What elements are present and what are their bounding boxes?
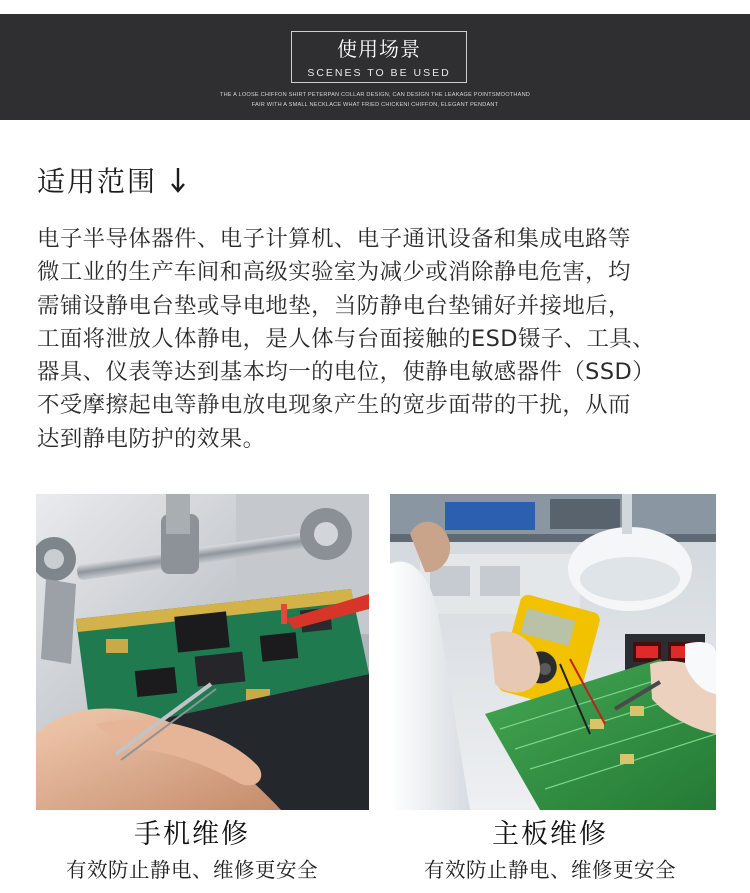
banner-tagline-line: FAIR WITH A SMALL NECKLACE WHAT FRIED CHICKENI CHIFFON, ELEGANT PENDANT (251, 102, 499, 108)
mainboard-repair-photo (390, 494, 716, 810)
phone-repair-subtitle: 有效防止静电、维修更安全 (66, 858, 318, 882)
section-heading (37, 164, 186, 203)
banner-subtitle: SCENES TO BE USED (307, 67, 451, 79)
description-line: 达到静电防护的效果。 (37, 425, 266, 452)
description-line: 电子半导体器件、电子计算机、电子通讯设备和集成电路等 (37, 226, 631, 252)
description-line: 微工业的生产车间和高级实验室为减少或消除静电危害，均 (37, 259, 631, 286)
description-line: 需铺设静电台垫或导电地垫，当防静电台垫铺好并接地后， (37, 292, 631, 319)
description-line: 不受摩擦起电等静电放电现象产生的宽步面带的干扰，从而 (37, 392, 631, 419)
banner-tagline-line: THE A LOOSE CHIFFON SHIRT PETERPAN COLLAR DESIGN, CAN DESIGN THE LEAKAGE POINTSMOOTHAND (219, 92, 531, 98)
phone-repair-photo (36, 494, 369, 810)
banner-title-box (291, 31, 467, 83)
banner-title: 使用场景 (337, 37, 421, 61)
description-line: 器具、仪表等达到基本均一的电位，使静电敏感器件（SSD） (37, 359, 656, 386)
description-paragraph (37, 223, 727, 456)
banner-tagline (0, 90, 750, 110)
section-heading-text: 适用范围 (37, 165, 158, 198)
scenes-banner (0, 14, 750, 120)
phone-repair-title: 手机维修 (134, 819, 250, 850)
mainboard-repair-title: 主板维修 (492, 819, 608, 850)
mainboard-repair-subtitle: 有效防止静电、维修更安全 (424, 858, 676, 882)
description-line: 工面将泄放人体静电，是人体与台面接触的ESD镊子、工具、 (37, 325, 655, 352)
arrow-down-icon (170, 166, 186, 203)
top-white-strip (0, 0, 750, 14)
